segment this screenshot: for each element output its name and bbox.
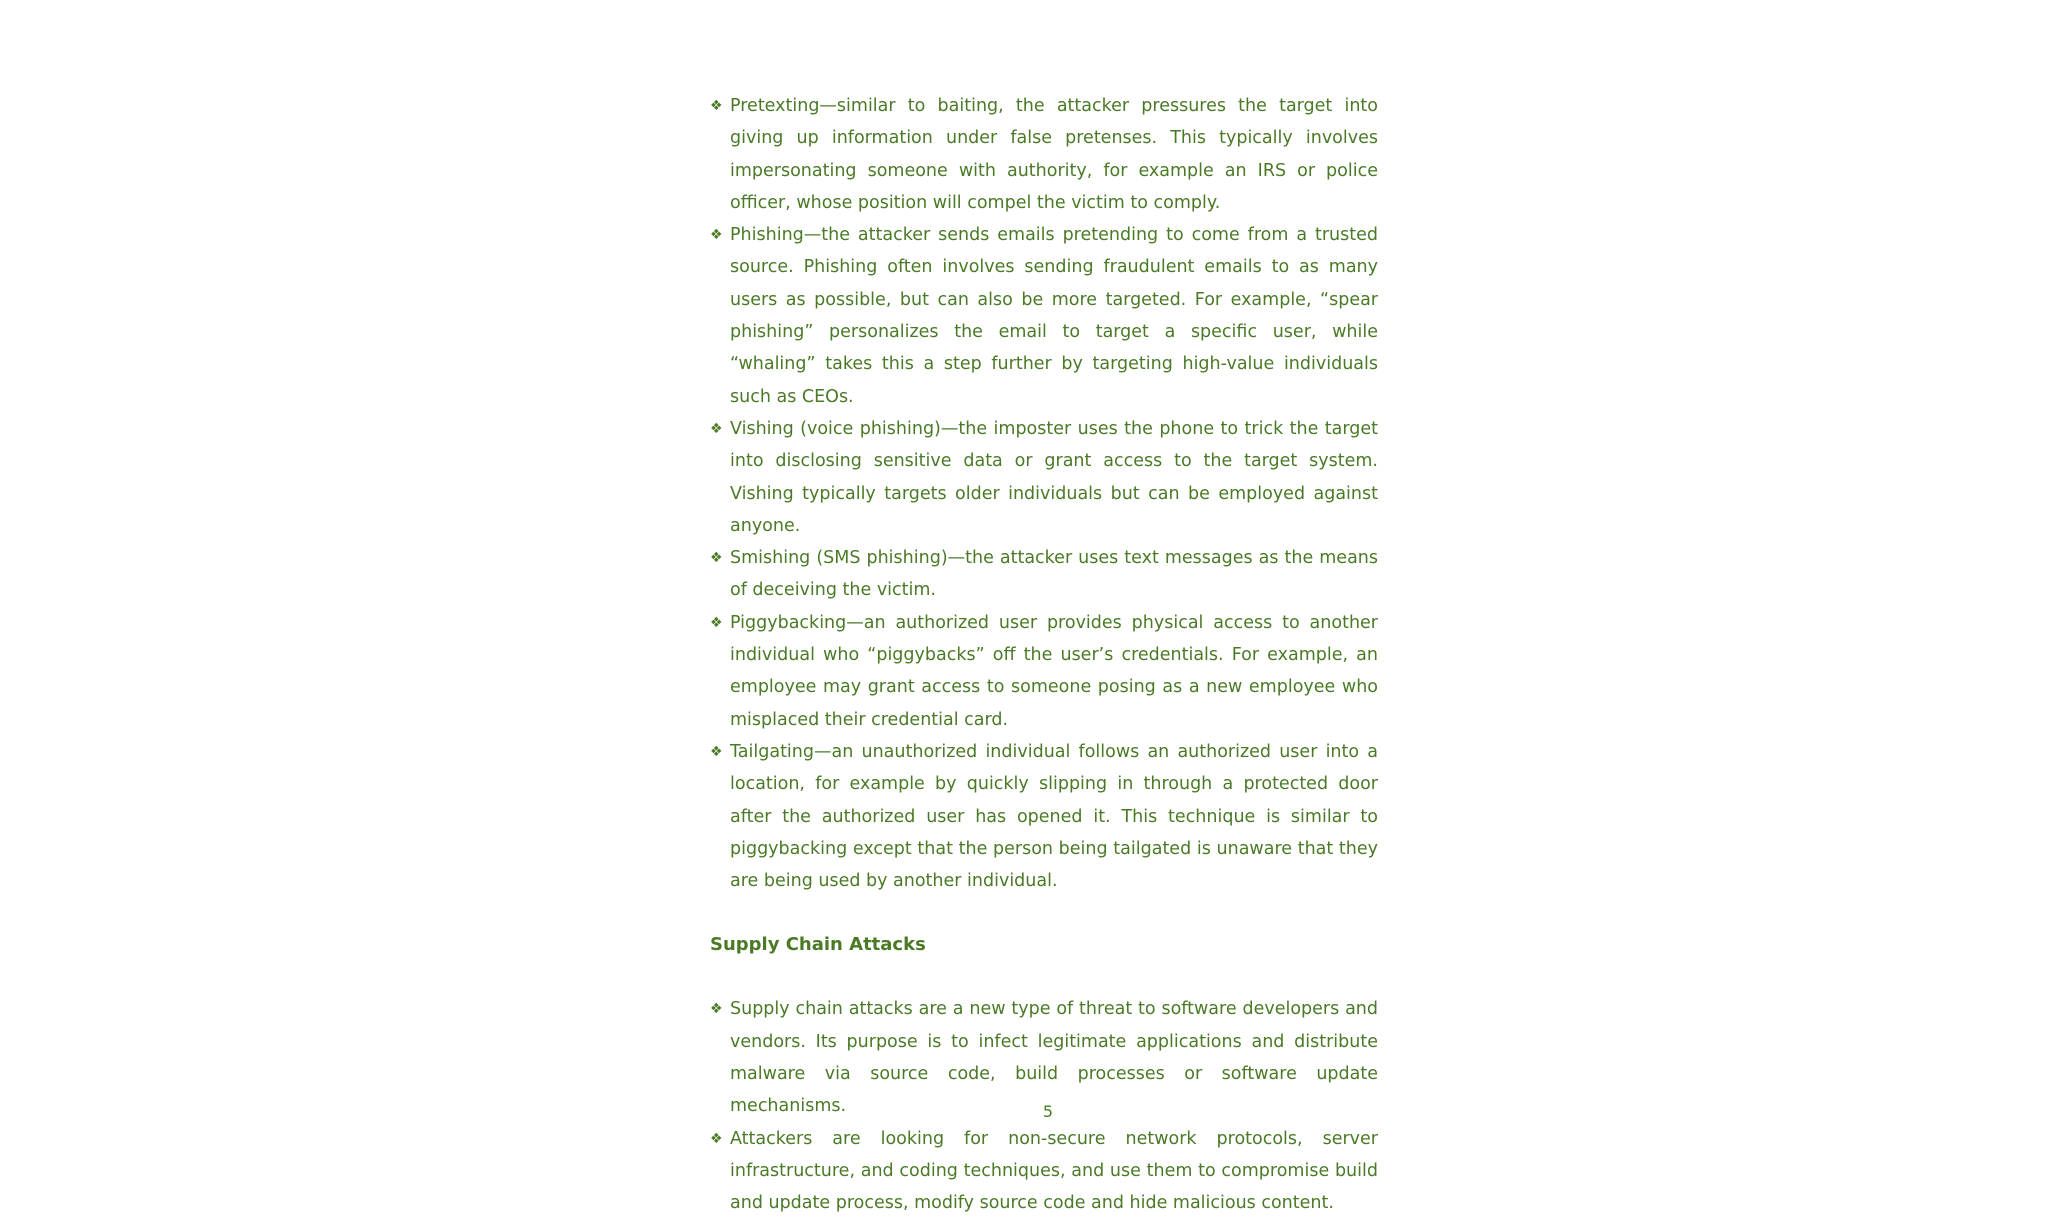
diamond-bullet-icon: ❖ (710, 227, 723, 244)
diamond-bullet-icon: ❖ (710, 550, 723, 567)
list-item-supply-chain-attackers (710, 1123, 1378, 1220)
page-number: 5 (1042, 1102, 1054, 1121)
diamond-bullet-icon: ❖ (710, 1001, 723, 1018)
list-item-smishing (710, 542, 1378, 607)
section-heading: Supply Chain Attacks (710, 934, 926, 956)
list-item-text: Supply chain attacks are a new type of threat to software developers and vendors. Its purpose is to infect legitimate applications and distribute malware via source code, build processes or software update mechanisms. (730, 999, 1378, 1117)
list-item-text: Piggybacking—an authorized user provides physical access to another individual who “piggybacks” off the user’s credentials. For example, an employee may grant access to someone posing as a new employee who misplaced their credential card. (730, 612, 1378, 730)
list-item-vishing (710, 413, 1378, 542)
diamond-bullet-icon: ❖ (710, 1130, 723, 1147)
supply-chain-heading-wrap (710, 929, 1378, 961)
list-item-phishing (710, 219, 1378, 413)
list-item-piggybacking (710, 607, 1378, 736)
document-page (710, 90, 1378, 1220)
list-item-pretexting (710, 90, 1378, 219)
list-item-text: Tailgating—an unauthorized individual follows an authorized user into a location, for example by quickly slipping in through a protected door after the authorized user has opened it. This technique is similar to piggybacking except that the person being tailgated is unaware that they are being used by another individual. (730, 741, 1378, 892)
list-item-text: Pretexting—similar to baiting, the attacker pressures the target into giving up information under false pretenses. This typically involves impersonating someone with authority, for example an IRS or police officer, whose position will compel the victim to comply. (730, 96, 1378, 213)
list-item-tailgating (710, 736, 1378, 897)
list-item-text: Attackers are looking for non-secure network protocols, server infrastructure, and coding techniques, and use them to compromise build and update process, modify source code and hide malicious content. (730, 1128, 1378, 1214)
list-item-text: Phishing—the attacker sends emails pretending to come from a trusted source. Phishing often involves sending fraudulent emails to as many users as possible, but can also be more targeted. For example, “spear phishing” personalizes the email to target a specific user, while “whaling” takes this a step further by targeting high-value individuals such as CEOs. (730, 225, 1378, 407)
list-item-text: Smishing (SMS phishing)—the attacker uses text messages as the means of deceiving the victim. (730, 548, 1378, 601)
diamond-bullet-icon: ❖ (710, 614, 723, 631)
diamond-bullet-icon: ❖ (710, 98, 723, 114)
list-item-text: Vishing (voice phishing)—the imposter uses the phone to trick the target into disclosing sensitive data or grant access to the target system. Vishing typically targets older individuals but can be employed against anyone. (730, 418, 1378, 536)
diamond-bullet-icon: ❖ (710, 743, 723, 760)
diamond-bullet-icon: ❖ (710, 420, 723, 437)
social-engineering-list (710, 90, 1378, 897)
